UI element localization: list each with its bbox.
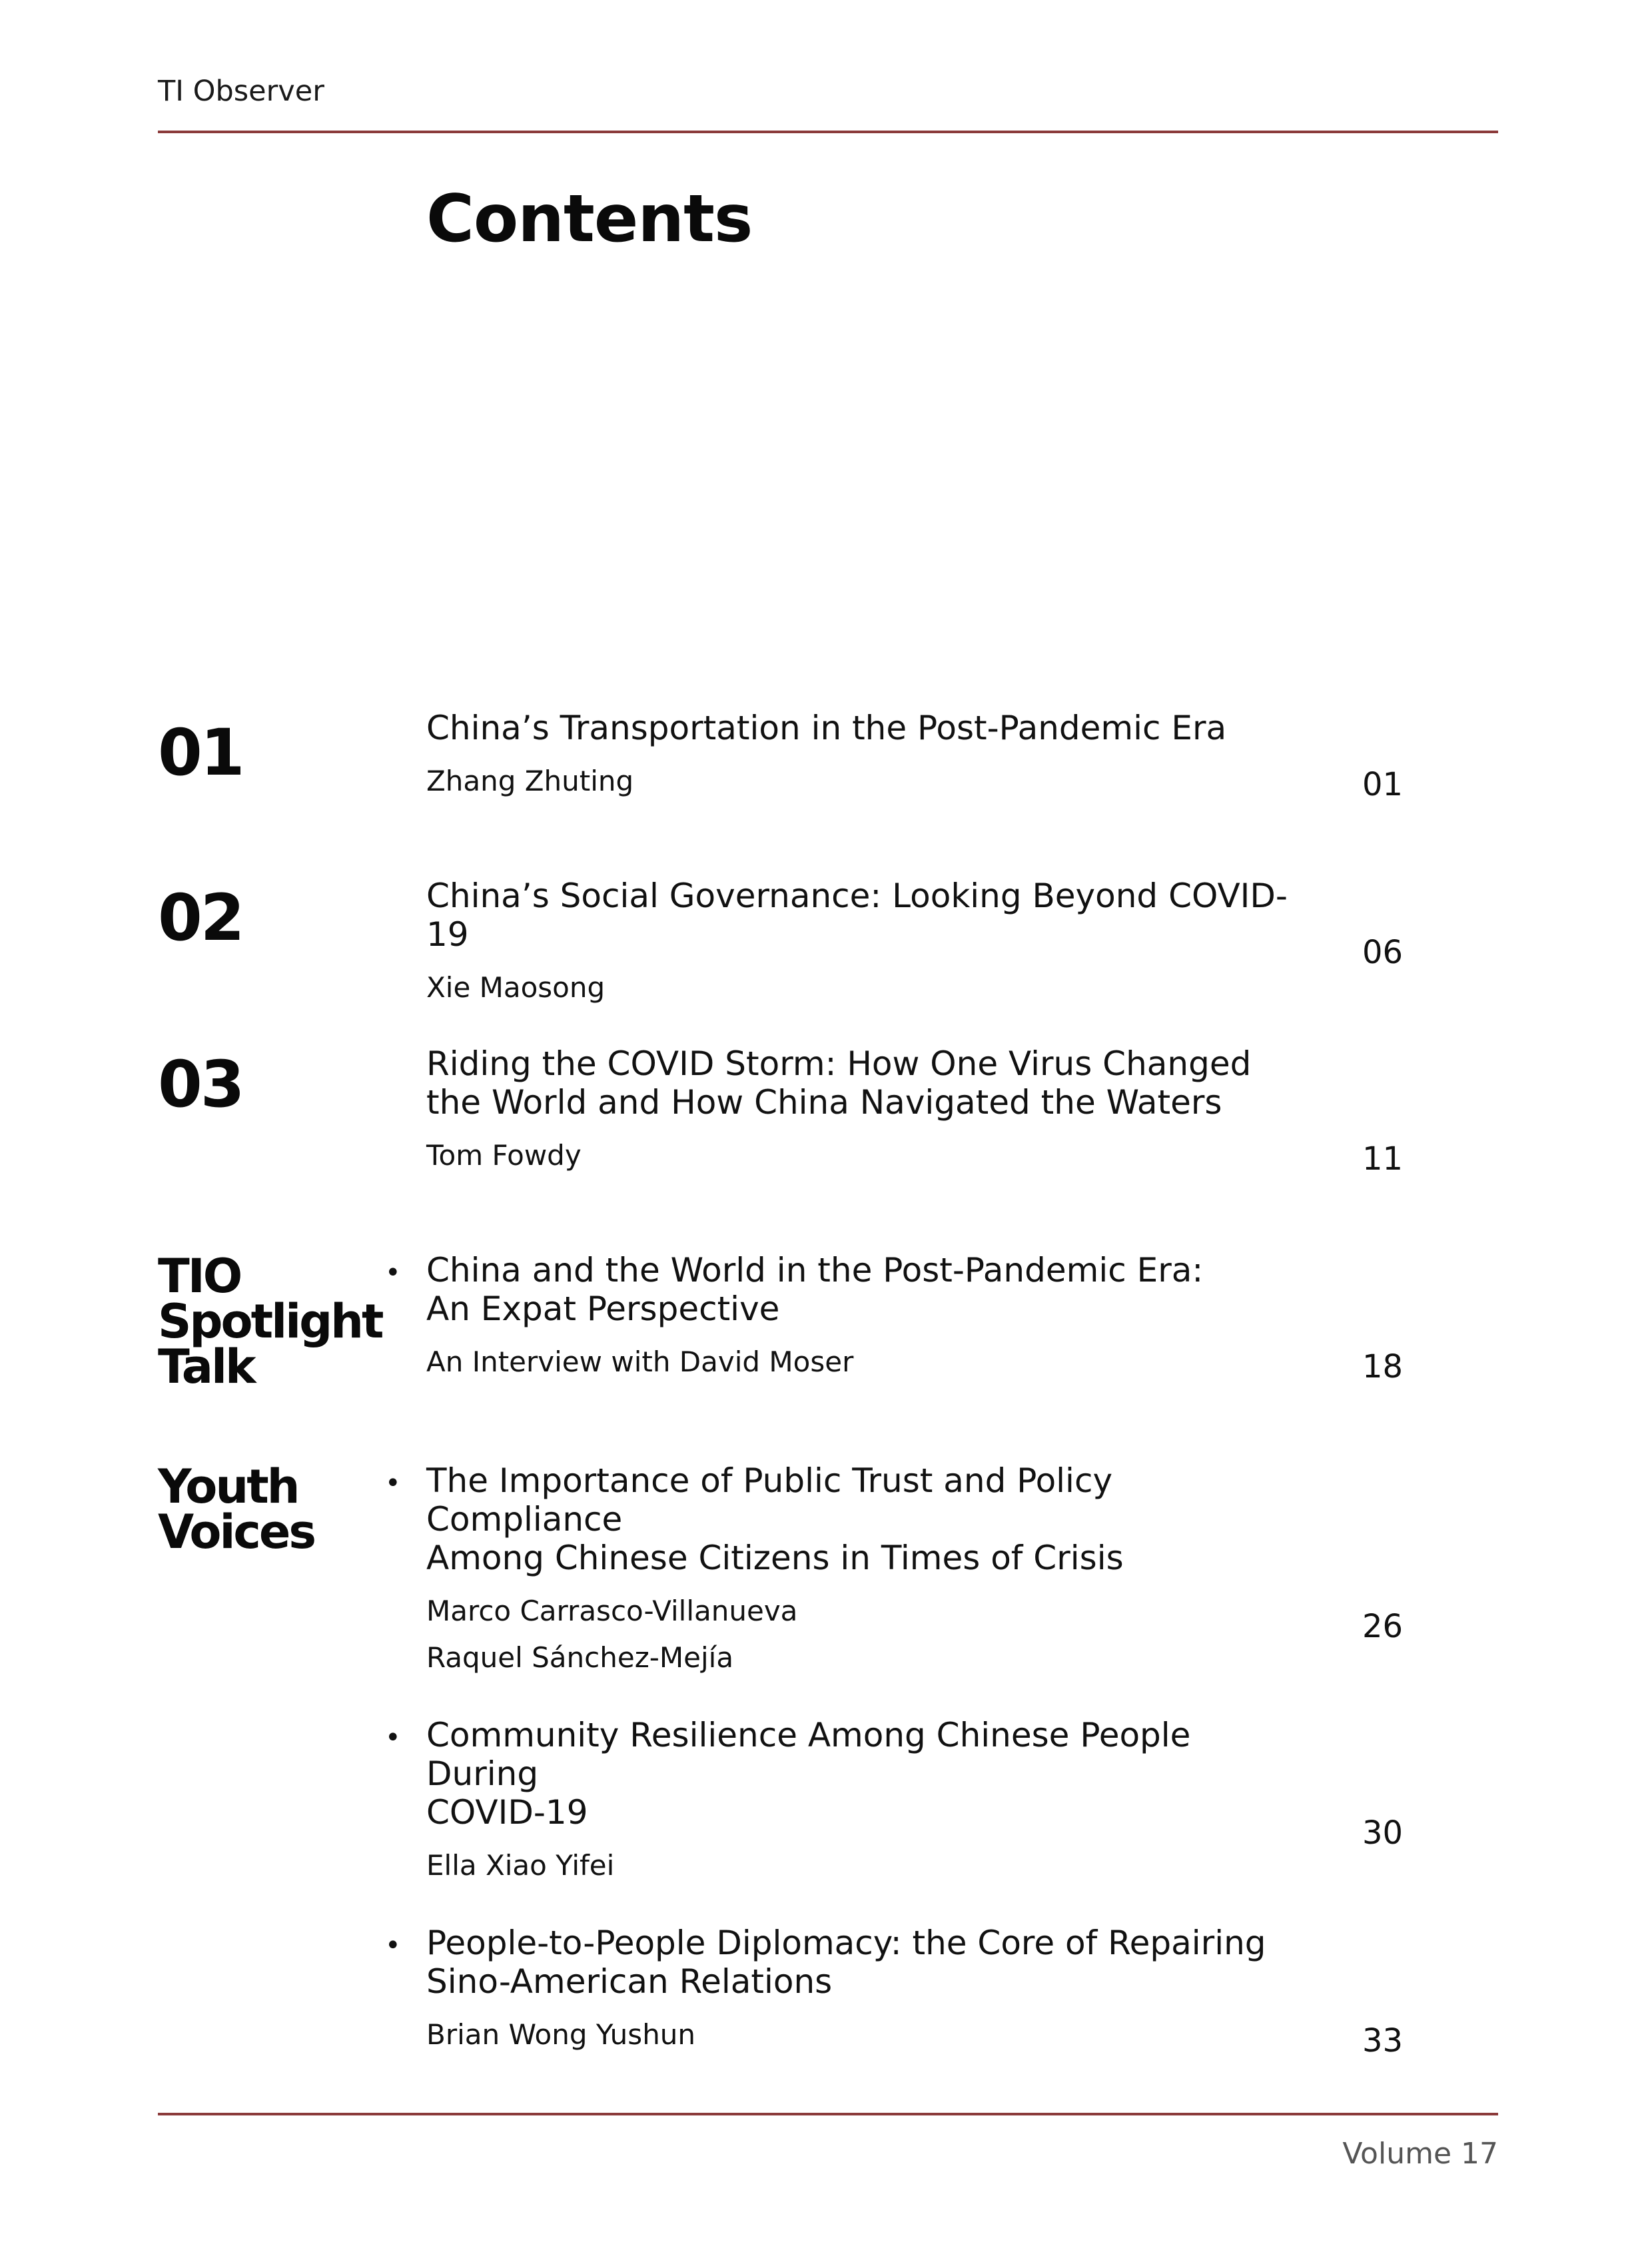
volume-label: Volume 17 bbox=[1342, 2137, 1498, 2171]
entry-author: Zhang Zhuting bbox=[426, 765, 634, 797]
entry-author: Marco Carrasco-Villanueva bbox=[426, 1595, 798, 1627]
section-label-spotlight-talk: TIO Spotlight Talk bbox=[158, 1249, 382, 1394]
entry-author: Raquel Sánchez-Mejía bbox=[426, 1641, 734, 1674]
section-label-youth-voices: Youth Voices bbox=[158, 1459, 315, 1559]
entry-title-line: Riding the COVID Storm: How One Virus Changed bbox=[426, 1044, 1252, 1083]
page-number-33: 33 bbox=[1362, 2022, 1404, 2059]
page-number-11: 11 bbox=[1362, 1140, 1404, 1178]
bullet-icon: • bbox=[385, 1930, 401, 1961]
publication-name: TI Observer bbox=[158, 75, 324, 108]
toc-entry-03[interactable] bbox=[426, 1044, 1292, 1172]
entry-title: China’s Transportation in the Post-Pandemic Era bbox=[426, 709, 1227, 747]
section-number-02: 02 bbox=[158, 881, 243, 955]
entry-title-line: China and the World in the Post-Pandemic Era: bbox=[426, 1251, 1204, 1290]
entry-title-line: People-to-People Diplomacy: the Core of Repairing bbox=[426, 1924, 1266, 1962]
entry-author: An Interview with David Moser bbox=[426, 1345, 854, 1378]
entry-title-line: Community Resilience Among Chinese People During bbox=[426, 1716, 1191, 1793]
toc-entry-youth-1[interactable] bbox=[426, 1461, 1292, 1675]
toc-entry-spotlight[interactable] bbox=[426, 1251, 1292, 1379]
entry-author: Brian Wong Yushun bbox=[426, 2018, 696, 2051]
page-number-18: 18 bbox=[1362, 1348, 1404, 1385]
header-rule bbox=[158, 131, 1498, 133]
entry-title-line: COVID-19 bbox=[426, 1793, 588, 1832]
toc-entry-02[interactable] bbox=[426, 877, 1292, 1004]
entry-title-line: An Expat Perspective bbox=[426, 1290, 780, 1328]
entry-author: Xie Maosong bbox=[426, 971, 606, 1004]
bullet-icon: • bbox=[385, 1468, 401, 1499]
entry-title-line: The Importance of Public Trust and Policy Compliance bbox=[426, 1461, 1113, 1539]
entry-title: China’s Social Governance: Looking Beyond COVID-19 bbox=[426, 877, 1288, 954]
section-number-03: 03 bbox=[158, 1047, 243, 1122]
entry-title-line: Sino-American Relations bbox=[426, 1962, 833, 2001]
section-number-01: 01 bbox=[158, 715, 243, 790]
page-number-30: 30 bbox=[1362, 1814, 1404, 1852]
toc-entry-01[interactable] bbox=[426, 709, 1292, 798]
bullet-icon: • bbox=[385, 1258, 401, 1288]
page-title: Contents bbox=[426, 181, 753, 257]
entry-author: Tom Fowdy bbox=[426, 1139, 582, 1172]
page-number-26: 26 bbox=[1362, 1608, 1404, 1645]
entry-title-line: the World and How China Navigated the Waters bbox=[426, 1083, 1222, 1122]
toc-entry-youth-2[interactable] bbox=[426, 1716, 1292, 1882]
page-number-06: 06 bbox=[1362, 934, 1404, 971]
footer-rule bbox=[158, 2113, 1498, 2115]
entry-author: Ella Xiao Yifei bbox=[426, 1849, 615, 1882]
bullet-icon: • bbox=[385, 1722, 401, 1753]
page-number-01: 01 bbox=[1362, 766, 1404, 803]
entry-title-line: Among Chinese Citizens in Times of Crisis bbox=[426, 1539, 1124, 1577]
toc-entry-youth-3[interactable] bbox=[426, 1924, 1292, 2052]
